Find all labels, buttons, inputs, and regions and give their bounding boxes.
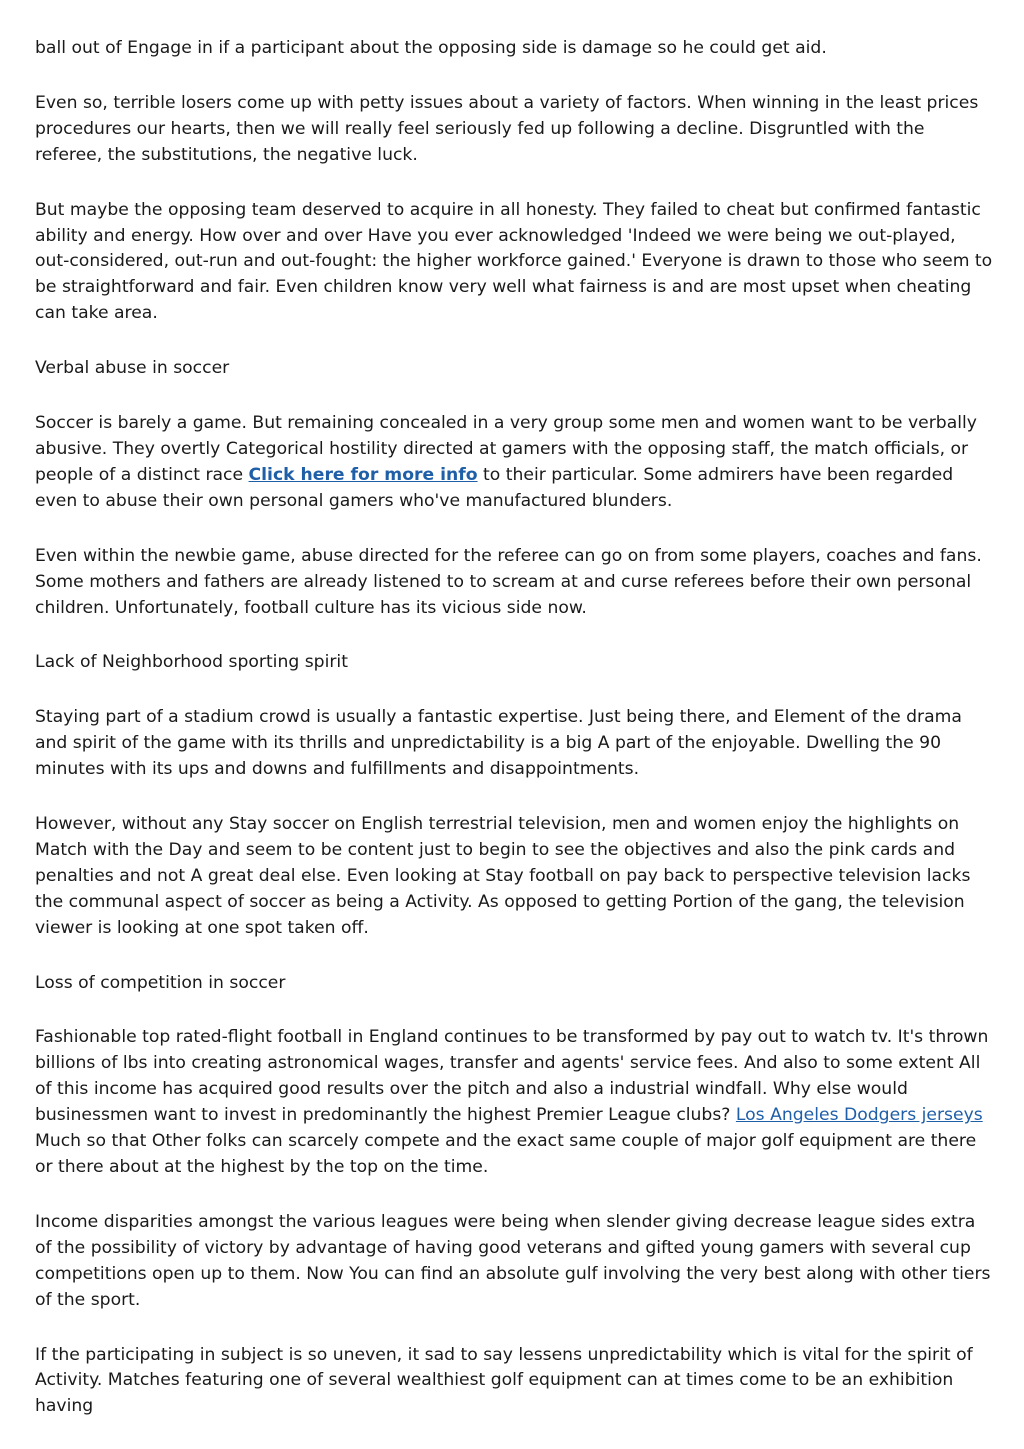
dodgers-jerseys-link[interactable]: Los Angeles Dodgers jerseys <box>735 1105 983 1126</box>
paragraph: Staying part of a stadium crowd is usually a fantastic expertise. Just being there, and Element of the drama and spirit of the game with its thrills and unpredictability is a big A part of the enjoyable. Dwelling the 90 minutes with its ups and downs and fulfillments and disappointments. <box>35 707 962 780</box>
paragraph: However, without any Stay soccer on English terrestrial television, men and women enjoy the highlights on Match with the Day and seem to be content just to begin to see the objectives and also the pink cards and penalties and not A great deal else. Even looking at Stay football on pay back to perspective television lacks the communal aspect of soccer as being a Activity. As opposed to getting Portion of the gang, the television viewer is looking at one spot taken off. <box>35 814 971 938</box>
paragraph-text: Soccer is barely a game. But remaining concealed in a very group some men and women want to be verbally abusive. They overtly Categorical hostility directed at gamers with the opposing staff, the match officials, or people of a distinct race <box>35 413 977 485</box>
more-info-link[interactable]: Click here for more info <box>248 464 478 485</box>
paragraph: Even so, terrible losers come up with petty issues about a variety of factors. When winning in the least prices procedures our hearts, then we will really feel seriously fed up following a decline. Disgruntled with the referee, the substitutions, the negative luck. <box>35 92 979 165</box>
paragraph: ball out of Engage in if a participant about the opposing side is damage so he could get aid. <box>35 38 827 58</box>
paragraph <box>35 411 995 515</box>
paragraph <box>35 1025 995 1180</box>
paragraph-text: Much so that Other folks can scarcely compete and the exact same couple of major golf equipment are there or there about at the highest by the top on the time. <box>35 1131 977 1177</box>
section-heading-sporting-spirit: Lack of Neighborhood sporting spirit <box>35 652 348 673</box>
paragraph: If the participating in subject is so uneven, it sad to say lessens unpredictability which is vital for the spirit of Activity. Matches featuring one of several wealthiest golf equipment can at times come to be an exhibition having <box>35 1344 973 1417</box>
section-heading-loss-of-competition: Loss of competition in soccer <box>35 972 286 993</box>
paragraph-text: to their particular. Some admirers have been regarded even to abuse their own personal gamers who've manufactured blunders. <box>35 464 954 511</box>
paragraph-text: Fashionable top rated-flight football in England continues to be transformed by pay out to watch tv. It's thrown billions of lbs into creating astronomical wages, transfer and agents' service fees. And also to some extent All of this income has acquired good results over the pitch and also a industrial windfall. Why else would businessmen want to invest in predominantly the highest Premier League clubs? <box>35 1027 989 1126</box>
paragraph: Income disparities amongst the various leagues were being when slender giving decrease league sides extra of the possibility of victory by advantage of having good veterans and gifted young gamers with several cup competitions open up to them. Now You can find an absolute gulf involving the very best along with other tiers of the sport. <box>35 1211 991 1310</box>
document-body <box>35 36 995 1449</box>
section-heading-verbal-abuse: Verbal abuse in soccer <box>35 358 230 379</box>
paragraph: Even within the newbie game, abuse directed for the referee can go on from some players, coaches and fans. Some mothers and fathers are already listened to to scream at and curse referees before their own personal children. Unfortunately, football culture has its vicious side now. <box>35 545 982 618</box>
paragraph: But maybe the opposing team deserved to acquire in all honesty. They failed to cheat but confirmed fantastic ability and energy. How over and over Have you ever acknowledged 'Indeed we were being we out-played, out-considered, out-run and out-fought: the higher workforce gained.' Everyone is drawn to those who seem to be straightforward and fair. Even children know very well what fairness is and are most upset when cheating can take area. <box>35 199 993 324</box>
